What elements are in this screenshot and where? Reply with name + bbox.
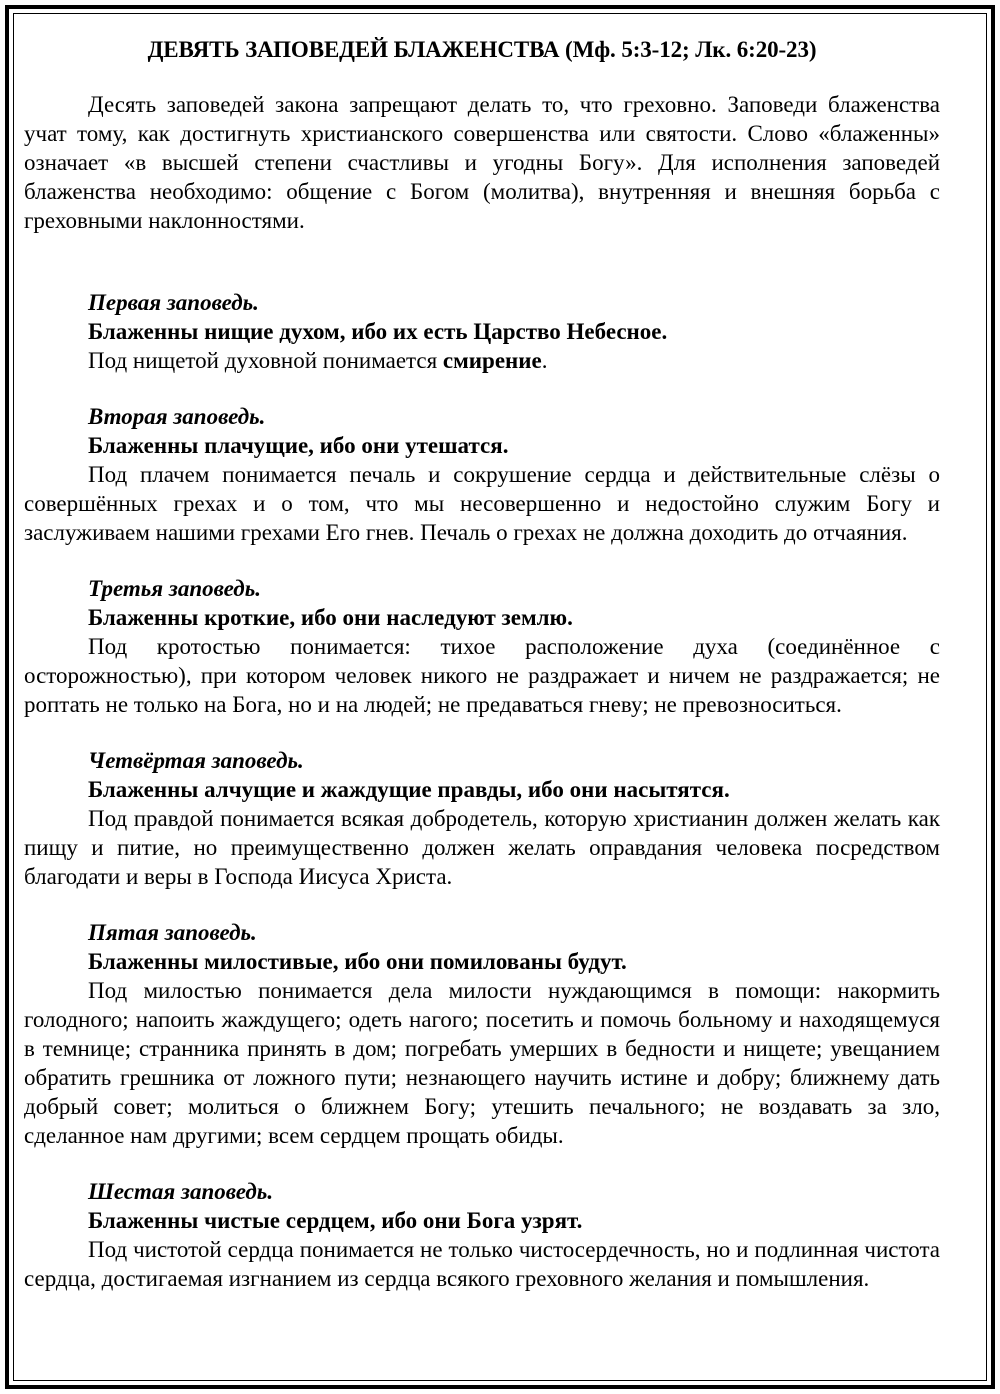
commandment-explanation: Под правдой понимается всякая добродетель, которую христианин должен желать как пищу и питие, но преимущественно должен желать оправдания человека посредством благодати и веры в Господа Иисуса Христа. — [24, 806, 940, 889]
commandment-explanation: Под чистотой сердца понимается не только чистосердечность, но и подлинная чистота сердца, достигаемая изгнанием из сердца всякого греховного желания и помышления. — [24, 1237, 940, 1291]
commandment-verse: Блаженны плачущие, ибо они утешатся. — [88, 433, 509, 458]
commandment-heading: Четвёртая заповедь. — [88, 748, 304, 773]
commandment-heading: Пятая заповедь. — [88, 920, 257, 945]
commandment-heading: Первая заповедь. — [88, 290, 259, 315]
commandment-heading: Шестая заповедь. — [88, 1179, 274, 1204]
commandment-5 — [24, 918, 940, 1150]
commandment-verse: Блаженны кроткие, ибо они наследуют землю. — [88, 605, 573, 630]
intro-paragraph: Десять заповедей закона запрещают делать то, что греховно. Заповеди блаженства учат тому, как достигнуть христианского совершенства или святости. Слово «блаженны» означает «в высшей степени счастливы и угодны Богу». Для исполнения заповедей блаженства необходимо: общение с Богом (молитва), внутренняя и внешняя борьба с греховными наклонностями. — [24, 92, 940, 233]
commandment-verse: Блаженны милостивые, ибо они помилованы будут. — [88, 949, 627, 974]
commandment-3 — [24, 574, 940, 719]
commandment-verse: Блаженны алчущие и жаждущие правды, ибо они насытятся. — [88, 777, 730, 802]
commandment-explanation: Под нищетой духовной понимается смирение. — [88, 348, 548, 373]
commandment-verse: Блаженны нищие духом, ибо их есть Царство Небесное. — [88, 319, 668, 344]
page-title: ДЕВЯТЬ ЗАПОВЕДЕЙ БЛАЖЕНСТВА (Мф. 5:3-12; Лк. 6:20-23) — [147, 37, 817, 62]
commandment-2 — [24, 402, 940, 547]
commandment-4 — [24, 746, 940, 891]
commandment-heading: Третья заповедь. — [88, 576, 261, 601]
document-body — [24, 30, 940, 1293]
commandment-heading: Вторая заповедь. — [88, 404, 266, 429]
commandment-verse: Блаженны чистые сердцем, ибо они Бога узрят. — [88, 1208, 583, 1233]
commandment-1 — [24, 288, 940, 375]
commandment-explanation: Под кротостью понимается: тихое расположение духа (соединённое с осторожностью), при котором человек никого не раздражает и ничем не раздражается; не роптать не только на Бога, но и на людей; не предаваться гневу; не превозноситься. — [24, 634, 940, 717]
commandment-explanation: Под плачем понимается печаль и сокрушение сердца и действительные слёзы о совершённых грехах и о том, что мы несовершенно и недостойно служим Богу и заслуживаем нашими грехами Его гнев. Печаль о грехах не должна доходить до отчаяния. — [24, 462, 940, 545]
emphasis-word: смирение — [442, 348, 542, 373]
commandment-explanation: Под милостью понимается дела милости нуждающимся в помощи: накормить голодного; напоить жаждущего; одеть нагого; посетить и помочь больному и находящемуся в темнице; странника принять в дом; погребать умерших в бедности и нищете; увещанием обратить грешника от ложного пути; незнающего научить истине и добру; ближнему дать добрый совет; молиться о ближнем Богу; утешить печального; не воздавать за зло, сделанное нам другими; всем сердцем прощать обиды. — [24, 978, 940, 1148]
commandment-6 — [24, 1177, 940, 1293]
